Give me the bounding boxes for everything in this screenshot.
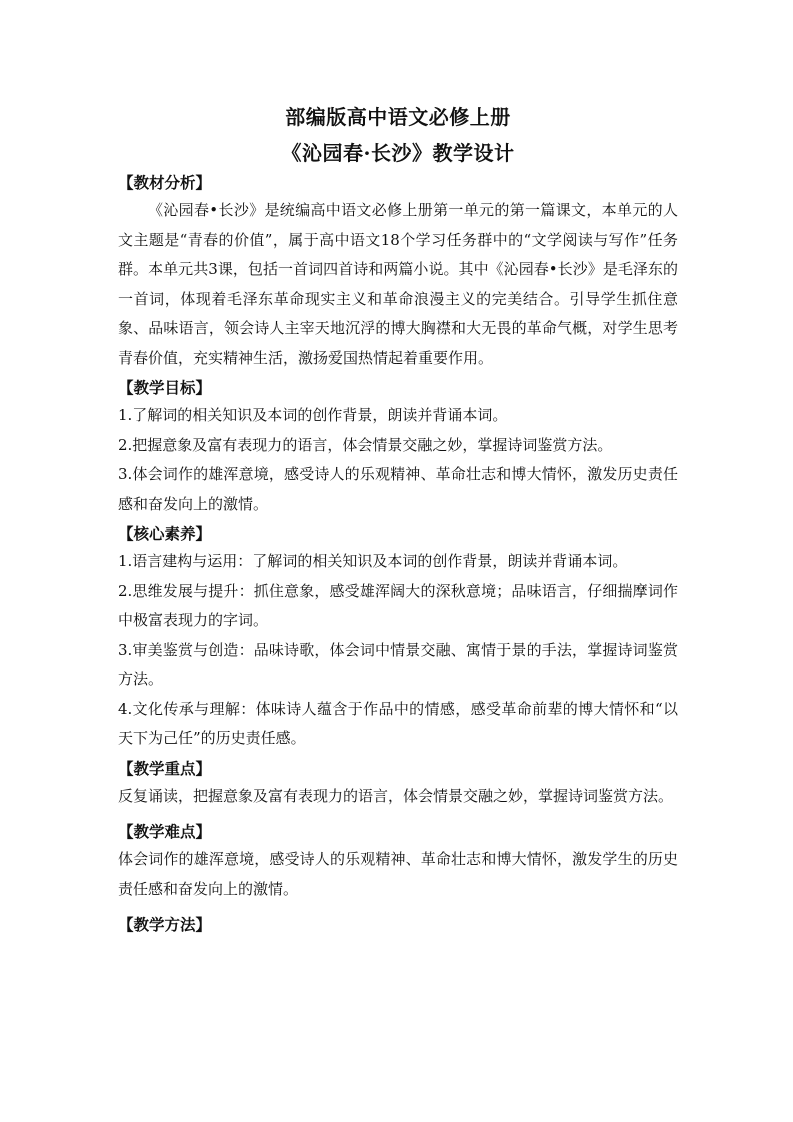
- section-difficulty: [118, 819, 678, 904]
- section-heading-analysis: 【教材分析】: [118, 173, 212, 192]
- goal-item-3: 3.体会词作的雄浑意境，感受诗人的乐观精神、革命壮志和博大情怀，激发历史责任感和奋发向上的激情。: [118, 465, 678, 513]
- section-heading-method: 【教学方法】: [118, 915, 212, 934]
- keypoint-paragraph: 反复诵读，把握意象及富有表现力的语言，体会情景交融之妙，掌握诗词鉴赏方法。: [118, 786, 674, 805]
- document-content: [118, 98, 678, 938]
- document-subtitle: 《沁园春·长沙》教学设计: [281, 141, 515, 165]
- section-keypoint: [118, 756, 678, 812]
- goal-item-1: 1.了解词的相关知识及本词的创作背景，朗读并背诵本词。: [118, 406, 508, 424]
- section-heading-keypoint: 【教学重点】: [118, 758, 212, 778]
- difficulty-paragraph: 体会词作的雄浑意境，感受诗人的乐观精神、革命壮志和博大情怀，激发学生的历史责任感和奋发向上的激情。: [118, 850, 678, 898]
- section-method: [118, 912, 678, 938]
- section-goals: [118, 375, 678, 519]
- analysis-paragraph: 《沁园春•长沙》是统编高中语文必修上册第一单元的第一篇课文，本单元的人文主题是“青春的价值”，属于高中语文18个学习任务群中的“文学阅读与写作”任务群。本单元共3课，包括一首词四首诗和两篇小说。其中《沁园春•长沙》是毛泽东的一首词，体现着毛泽东革命现实主义和革命浪漫主义的完美结合。引导学生抓住意象、品味语言，领会诗人主宰天地沉浮的博大胸襟和大无畏的革命气概，对学生思考青春价值，充实精神生活，激扬爱国热情起着重要作用。: [118, 201, 678, 367]
- section-heading-goals: 【教学目标】: [118, 378, 212, 397]
- literacy-item-3: 3.审美鉴赏与创造：品味诗歌，体会词中情景交融、寓情于景的手法，掌握诗词鉴赏方法。: [118, 640, 678, 688]
- literacy-item-1: 1.语言建构与运用：了解词的相关知识及本词的创作背景，朗读并背诵本词。: [118, 552, 628, 570]
- literacy-item-4: 4.文化传承与理解：体味诗人蕴含于作品中的情感，感受革命前辈的博大情怀和“以天下为己任”的历史责任感。: [118, 699, 678, 747]
- section-literacy: [118, 521, 678, 754]
- section-analysis: [118, 170, 678, 373]
- section-heading-difficulty: 【教学难点】: [118, 822, 212, 841]
- document-title: 部编版高中语文必修上册: [285, 105, 511, 129]
- goal-item-2: 2.把握意象及富有表现力的语言，体会情景交融之妙，掌握诗词鉴赏方法。: [118, 435, 613, 454]
- literacy-item-2: 2.思维发展与提升：抓住意象，感受雄浑阔大的深秋意境；品味语言，仔细揣摩词作中极富表现力的字词。: [118, 581, 678, 629]
- section-heading-literacy: 【核心素养】: [118, 524, 212, 543]
